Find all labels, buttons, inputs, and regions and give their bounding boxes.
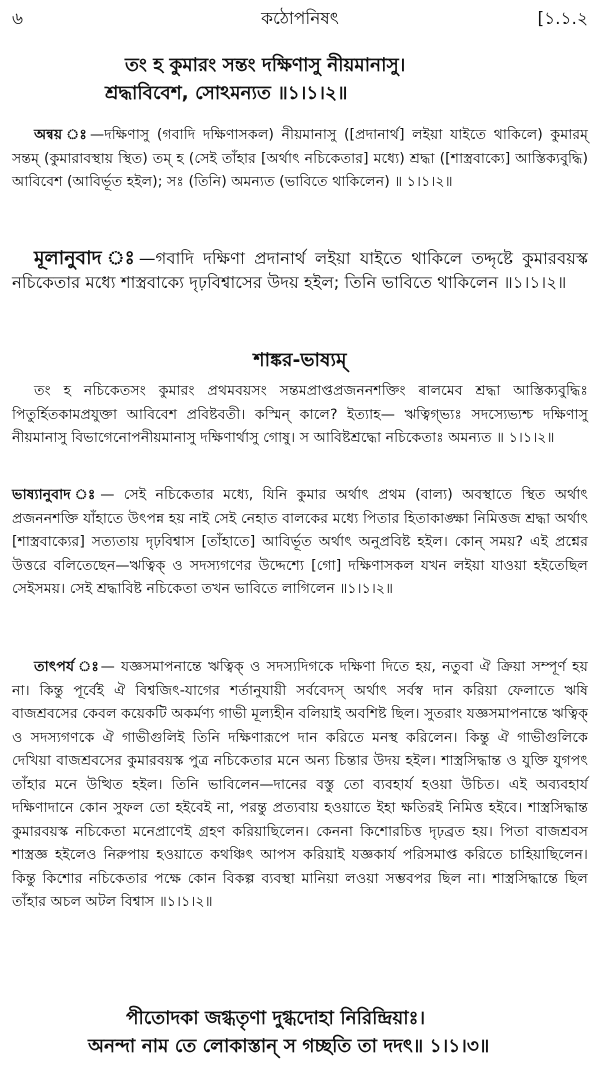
mulanubad-section [12,246,588,295]
bhashyanubad-text: — সেই নচিকেতার মধ্যে, যিনি কুমার অর্থাৎ প্রথম (বাল্য) অবস্থাতে স্থিত অর্থাৎ প্রজননশক্তি যাঁহাতে উৎপন্ন হয় নাই সেই নেহাত বালকের মধ্যে পিতার হিতাকাঙ্ক্ষা নিমিত্তজ শ্রদ্ধা অর্থাৎ [শাস্ত্রবাক্যের] সত্যতায় দৃঢ়বিশ্বাস [তাঁহাতে] আবির্ভূত অর্থাৎ অনুপ্রবিষ্ট হইল। কোন্ সময়? এই প্রশ্নের উত্তরে বলিতেছেন—ঋত্বিক্ ও সদস্যগণের উদ্দেশ্যে [গো] দক্ষিণাসকল যখন লইয়া যাওয়া হইতেছিল সেইসময়। সেই শ্রদ্ধাবিষ্ট নচিকেতা তখন ভাবিতে লাগিলেন ॥১।১।২॥ [12,487,588,597]
anvaya-text: —দক্ষিণাসু (গবাদি দক্ষিণাসকল) নীয়মানাসু ([প্রদানার্থ] লইয়া যাইতে থাকিলে) কুমারম্ সন্তম্ (কুমারাবস্থায় স্থিত) তম্ হ (সেই তাঁহার [অর্থাৎ নচিকেতার] মধ্যে) শ্রদ্ধা ([শাস্ত্রবাক্যে] আস্তিক্যবুদ্ধি) আবিবেশ (আবির্ভূত হইল); সঃ (তিনি) অমন্যত (ভাবিতে থাকিলেন) ॥ ১।১।২॥ [12,127,589,190]
running-title: কঠোপনিষৎ [261,9,339,29]
verse-line-2: শ্রদ্ধাবিবেশ, সোঽমন্যত ॥১।১।২॥ [105,83,348,104]
bhashyanubad-label: ভাষ্যানুবাদ ঃ [12,487,101,503]
verse-line-1: তং হ কুমারং সন্তং দক্ষিণাসু নীয়মানাসু। [125,55,406,76]
verse-bottom-line-1: পীতোদকা জগ্ধতৃণা দুগ্ধদোহা নিরিন্দ্রিয়াঃ। [126,1008,426,1029]
anvaya-label: অন্বয় ঃ [34,127,91,143]
page-header [0,4,600,30]
verse-bottom-line-2: অনন্দা নাম তে লোকাস্তান্ স গচ্ছতি তা দদৎ॥ ১।১।৩॥ [88,1036,490,1057]
bhashyanubad-section [12,484,588,602]
section-heading: শাঙ্কর-ভাষ্যম্ [253,349,347,371]
tatparya-text: — যজ্ঞসমাপনান্তে ঋত্বিক্ ও সদস্যদিগকে দক্ষিণা দিতে হয়, নতুবা ঐ ক্রিয়া সম্পূর্ণ হয় না। কিন্তু পূর্বেই ঐ বিশ্বজিৎ-যাগের শর্তানুযায়ী সর্ববেদস্ অর্থাৎ সর্বস্ব দান করিয়া ফেলাতে ঋষি বাজশ্রবসের কেবল কয়েকটি অকর্মণ্য গাভী মূল্যহীন বলিয়াই অবশিষ্ট ছিল। সুতরাং যজ্ঞসমাপনান্তে ঋত্বিক্ ও সদস্যগণকে ঐ গাভীগুলিই তিনি দক্ষিণারূপে দান করিতে মনস্থ করিলেন। কিন্তু ঐ গাভীগুলিকে দেখিয়া বাজশ্রবসের কুমারবয়স্ক পুত্র নচিকেতার মনে অন্য চিন্তার উদয় হইল। শাস্ত্রসিদ্ধান্ত ও যুক্তি যুগপৎ তাঁহার মনে উত্থিত হইল। তিনি ভাবিলেন—দানের বস্তু তো ব্যবহার্য হওয়া উচিত। এই অব্যবহার্য দক্ষিণাদানে কোন সুফল তো হইবেই না, পরন্তু প্রত্যবায় হওয়াতে ইহা ক্ষতিরই নিমিত্ত হইবে। শাস্ত্রসিদ্ধান্ত কুমারবয়স্ক নচিকেতা মনেপ্রাণেই গ্রহণ করিয়াছিলেন। কেননা কিশোরচিত্ত দৃঢ়ব্রত হয়। পিতা বাজশ্রবস শাস্ত্রজ্ঞ হইলেও নিরুপায় হওয়াতে কথঞ্চিৎ আপস করিয়াই যজ্ঞকার্য পরিসমাপ্ত করিতে চাহিয়াছিলেন। কিন্তু কিশোর নচিকেতার পক্ষে কোন বিকল্প ব্যবস্থা মানিয়া লওয়া সম্ভবপর ছিল না। শাস্ত্রসিদ্ধান্তে ছিল তাঁহার অচল অটল বিশ্বাস ॥১।১।২॥ [12,659,588,910]
bhashya-section [12,380,588,451]
bhashya-text: তং হ নচিকেতসং কুমারং প্রথমবয়সং সন্তমপ্রাপ্তপ্রজননশক্তিং ৰালমেব শ্রদ্ধা আস্তিক্যবুদ্ধিঃ পিতুর্হিতকামপ্রযুক্তা আবিবেশ প্রবিষ্টবতী। কস্মিন্ কালে? ইত্যাহ— ঋত্বিগ্‌ভ্যঃ সদস্যেভ্যশ্চ দক্ষিণাসু নীয়মানাসু বিভাগেনোপনীয়মানাসু দক্ষিণার্থাসু গোষু। স আবিষ্টশ্রদ্ধো নচিকেতাঃ অমন্যত ॥ ১।১।২॥ [12,383,588,446]
page-number: ৬ [12,9,24,29]
tatparya-section [12,656,588,915]
mulanubad-label: মূলানুবাদ ঃ [34,247,139,269]
verse-reference: [১.১.২ [537,9,588,29]
tatparya-label: তাৎপর্য ঃ [34,659,101,675]
mulanubad-text: —গবাদি দক্ষিণা প্রদানার্থ লইয়া যাইতে থাকিলে তদ্দৃষ্টে কুমারবয়স্ক নচিকেতার মধ্যে শাস্ত্রবাক্যে দৃঢ়বিশ্বাসের উদয় হইল; তিনি ভাবিতে থাকিলেন ॥১।১।২॥ [12,249,588,292]
anvaya-section [12,124,588,195]
